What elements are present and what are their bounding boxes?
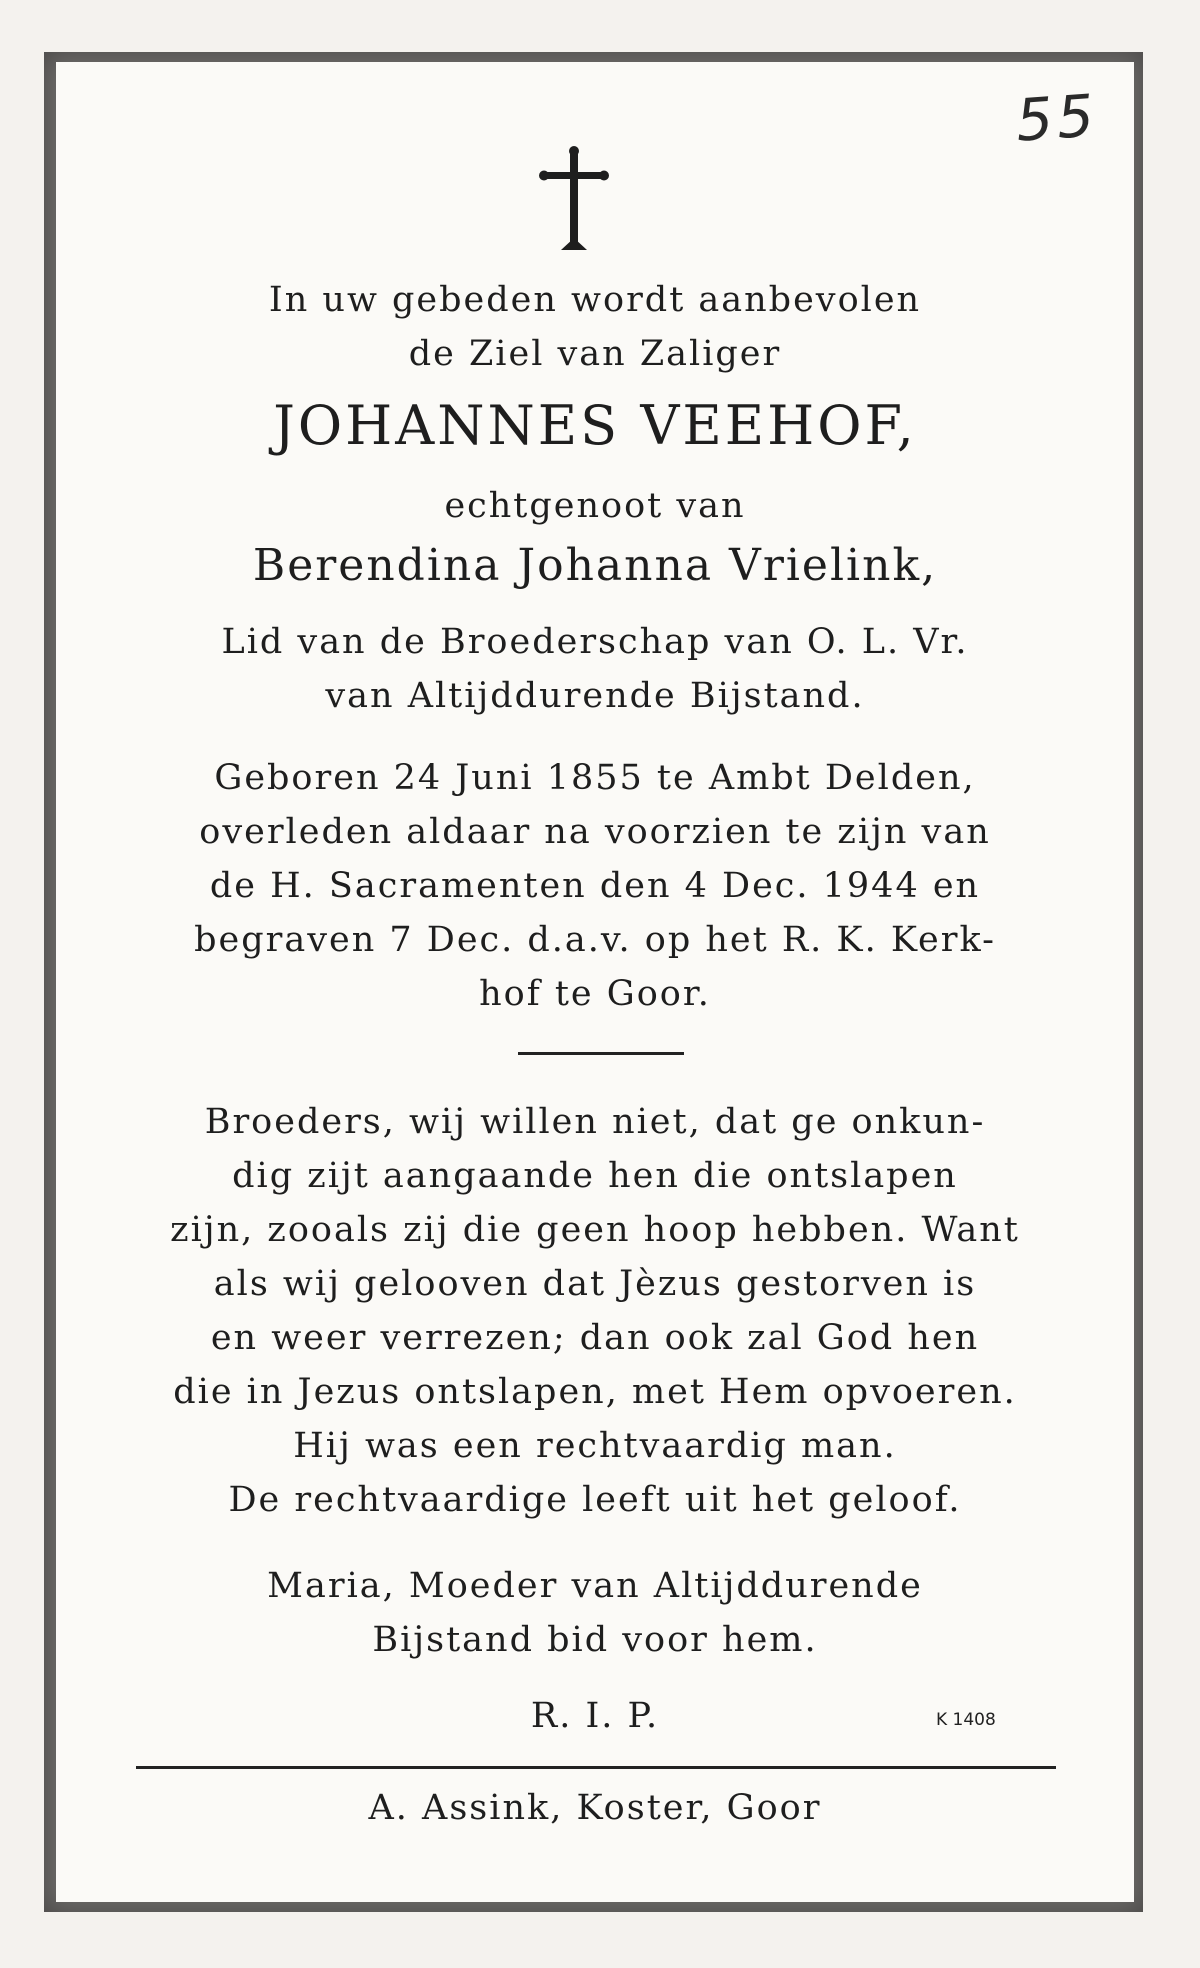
memorial-card	[56, 62, 1134, 1902]
scripture-line: zijn, zooals zij die geen hoop hebben. Want	[170, 1210, 1020, 1250]
spouse-name: Berendina Johanna Vrielink,	[252, 540, 938, 591]
biography-line: de H. Sacramenten den 4 Dec. 1944 en	[209, 866, 981, 906]
scripture-line: Hij was een rechtvaardig man.	[293, 1426, 897, 1466]
scripture-line: als wij gelooven dat Jèzus gestorven is	[213, 1264, 977, 1304]
membership-line-2: van Altijddurende Bijstand.	[325, 676, 865, 716]
biography-line: hof te Goor.	[479, 974, 711, 1014]
footer-rule	[136, 1766, 1056, 1769]
handwritten-number: 55	[1013, 81, 1101, 155]
rip-text: R. I. P.	[530, 1696, 660, 1736]
membership-line-1: Lid van de Broederschap van O. L. Vr.	[221, 622, 969, 662]
scripture-line: die in Jezus ontslapen, met Hem opvoeren.	[173, 1372, 1017, 1412]
prayer-line-2: Bijstand bid voor hem.	[372, 1620, 818, 1660]
biography-line: begraven 7 Dec. d.a.v. op het R. K. Kerk-	[194, 920, 996, 960]
intro-line-1: In uw gebeden wordt aanbevolen	[268, 280, 922, 320]
scripture-line: en weer verrezen; dan ook zal God hen	[210, 1318, 980, 1358]
deceased-name: JOHANNES VEEHOF,	[273, 394, 917, 457]
scripture-line: De rechtvaardige leeft uit het geloof.	[228, 1480, 962, 1520]
section-divider	[518, 1052, 684, 1055]
print-reference: K 1408	[936, 1710, 996, 1730]
intro-line-2: de Ziel van Zaliger	[408, 334, 782, 374]
biography-line: overleden aldaar na voorzien te zijn van	[199, 812, 991, 852]
scripture-line: Broeders, wij willen niet, dat ge onkun-	[204, 1102, 986, 1142]
prayer-line-1: Maria, Moeder van Altijddurende	[267, 1566, 923, 1606]
latin-cross-icon	[539, 146, 609, 256]
publisher-line: A. Assink, Koster, Goor	[368, 1788, 822, 1828]
scripture-line: dig zijt aangaande hen die ontslapen	[232, 1156, 958, 1196]
biography-line: Geboren 24 Juni 1855 te Ambt Delden,	[214, 758, 976, 798]
spouse-intro: echtgenoot van	[444, 486, 746, 526]
